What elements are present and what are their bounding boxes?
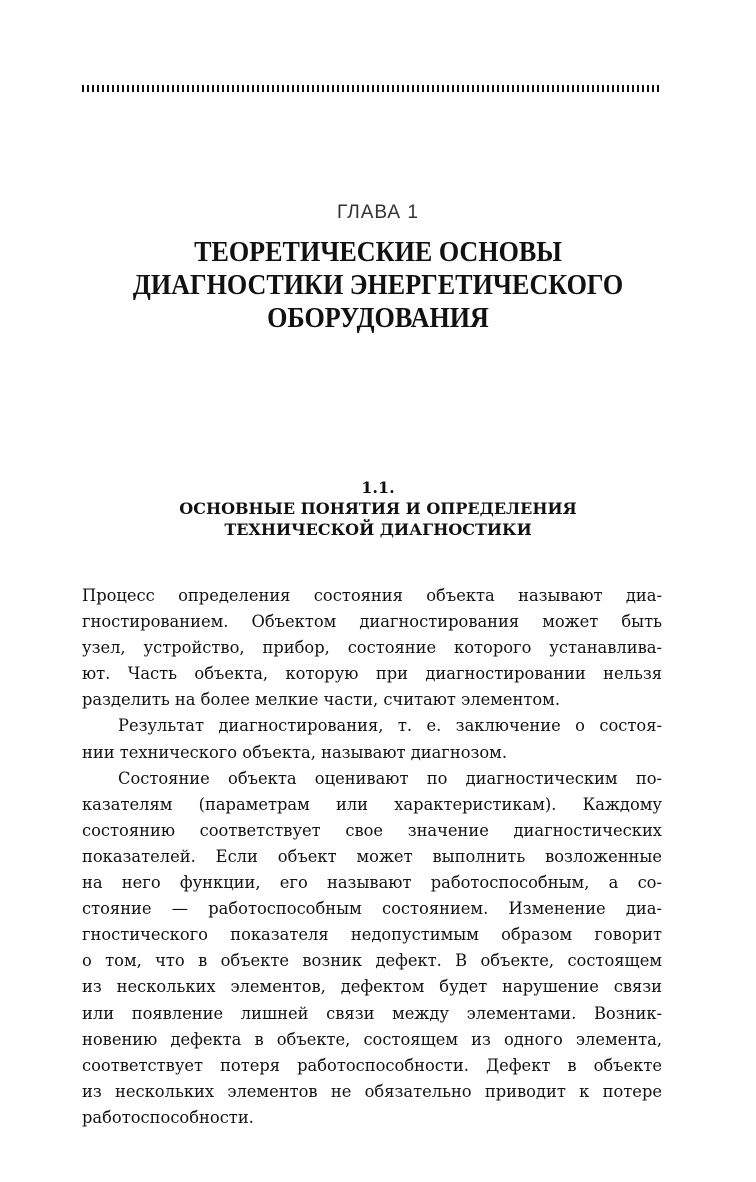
section-number: 1.1. (361, 478, 395, 497)
body-line: казателям (параметрам или характеристикам). Каждому (82, 794, 662, 814)
body-line: узел, устройство, прибор, состояние которого устанавлива- (82, 638, 662, 658)
body-line: на него функции, его называют работоспособным, а со- (82, 873, 662, 893)
body-line: из нескольких элементов, дефектом будет нарушение связи (82, 977, 662, 997)
body-line: показателей. Если объект может выполнить возложенные (82, 846, 662, 866)
body-line: из нескольких элементов не обязательно приводит к потере (82, 1081, 662, 1101)
body-line: гностического показателя недопустимым образом говорит (82, 925, 662, 945)
body-line: Состояние объекта оценивают по диагностическим по- (118, 768, 662, 788)
body-line: разделить на более мелкие части, считают элементом. (82, 690, 561, 710)
body-text (82, 583, 662, 1131)
body-line: Процесс определения состояния объекта называют диа- (82, 586, 662, 605)
chapter-title-line: ОБОРУДОВАНИЯ (267, 302, 489, 334)
chapter-label: ГЛАВА 1 (337, 202, 419, 223)
decorative-header-rule (82, 85, 662, 92)
body-line: соответствует потеря работоспособности. Дефект в объекте (82, 1055, 662, 1075)
section-heading (0, 477, 756, 540)
body-line: о том, что в объекте возник дефект. В объекте, состоящем (82, 951, 662, 971)
body-line: нии технического объекта, называют диагнозом. (82, 742, 508, 762)
body-line: Результат диагностирования, т. е. заключение о состоя- (118, 716, 662, 736)
chapter-title (38, 236, 718, 335)
chapter-title-line: ТЕОРЕТИЧЕСКИЕ ОСНОВЫ (194, 236, 562, 268)
section-title-line: ОСНОВНЫЕ ПОНЯТИЯ И ОПРЕДЕЛЕНИЯ (179, 499, 577, 518)
chapter-title-line: ДИАГНОСТИКИ ЭНЕРГЕТИЧЕСКОГО (132, 269, 624, 301)
body-line: стояние — работоспособным состоянием. Изменение диа- (82, 899, 662, 919)
body-line: ют. Часть объекта, которую при диагностировании нельзя (82, 664, 662, 684)
section-title-line: ТЕХНИЧЕСКОЙ ДИАГНОСТИКИ (224, 520, 532, 539)
body-line: или появление лишней связи между элементами. Возник- (82, 1003, 662, 1023)
body-line: новению дефекта в объекте, состоящем из одного элемента, (82, 1029, 662, 1049)
body-line: гностированием. Объектом диагностирования может быть (82, 612, 662, 632)
body-line: состоянию соответствует свое значение диагностических (82, 820, 662, 840)
body-line: работоспособности. (82, 1107, 254, 1127)
